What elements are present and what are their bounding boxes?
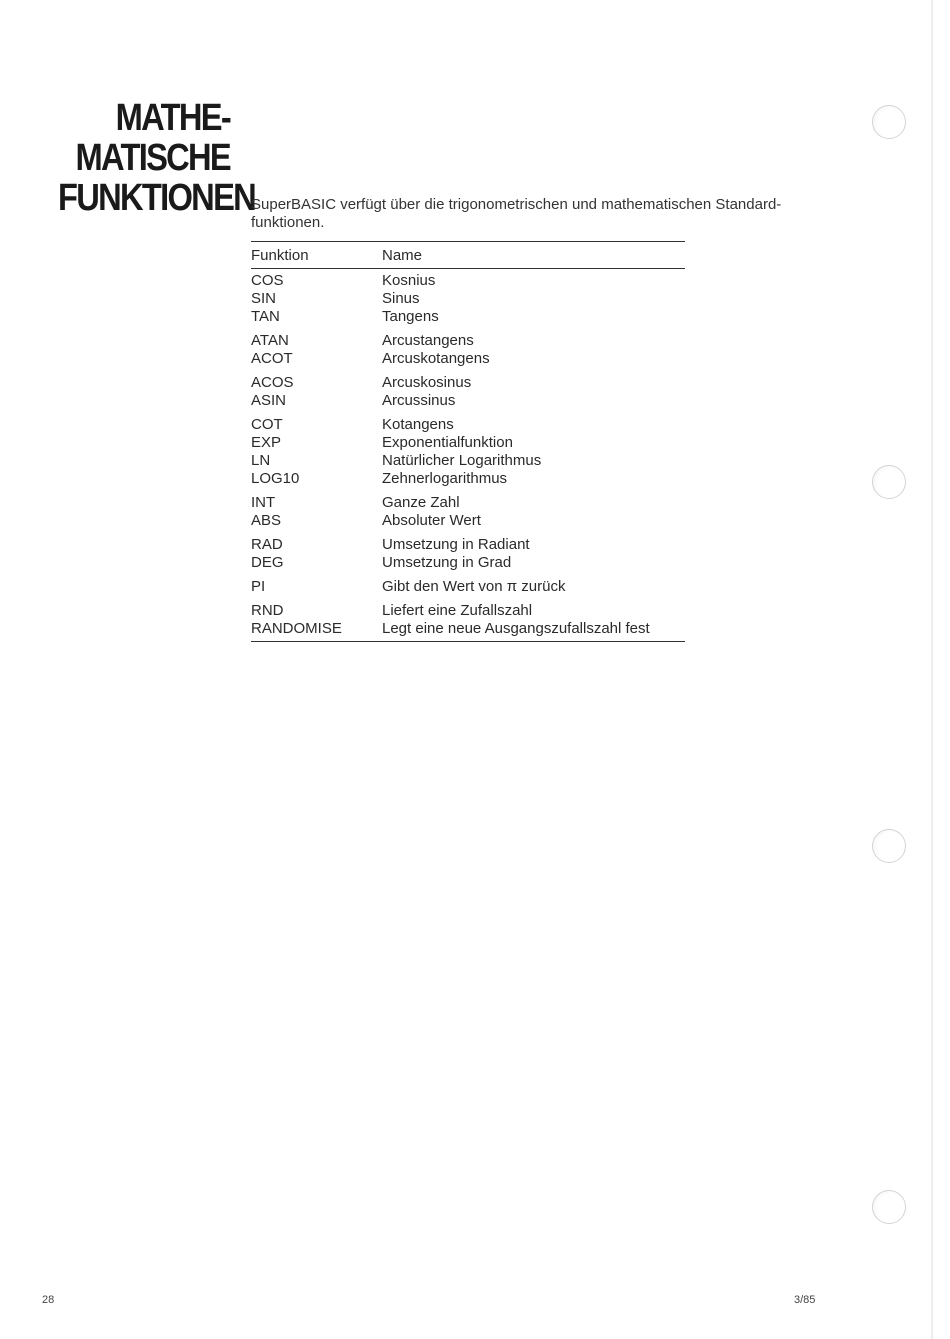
function-keyword: RAD xyxy=(251,536,283,553)
page-title-line-3: FUNKTIONEN xyxy=(58,177,256,219)
table-row xyxy=(251,494,685,512)
page-title-line-2: MATISCHE xyxy=(75,137,231,179)
page-title xyxy=(58,97,256,219)
binder-hole xyxy=(872,1190,906,1224)
function-description: Legt eine neue Ausgangszufallszahl fest xyxy=(382,620,650,637)
function-description: Sinus xyxy=(382,290,420,307)
table-body xyxy=(251,269,685,641)
function-description: Arcuskotangens xyxy=(382,350,490,367)
table-row xyxy=(251,434,685,452)
page-title-line-1: MATHE- xyxy=(115,97,230,139)
table-row xyxy=(251,602,685,620)
function-description: Arcustangens xyxy=(382,332,474,349)
table-row xyxy=(251,272,685,290)
binder-hole xyxy=(872,465,906,499)
table-row xyxy=(251,452,685,470)
function-description: Liefert eine Zufallszahl xyxy=(382,602,533,619)
function-description: Natürlicher Logarithmus xyxy=(382,452,542,469)
function-description: Kotangens xyxy=(382,416,454,433)
function-keyword: DEG xyxy=(251,554,284,571)
function-description: Gibt den Wert von π zurück xyxy=(382,578,566,595)
row-group xyxy=(251,578,685,596)
function-keyword: ACOT xyxy=(251,350,293,367)
function-keyword: EXP xyxy=(251,434,282,451)
function-table xyxy=(251,241,685,642)
binder-hole xyxy=(872,105,906,139)
function-keyword: ATAN xyxy=(251,332,289,349)
column-header-name: Name xyxy=(382,246,423,264)
function-keyword: COT xyxy=(251,416,283,433)
function-keyword: SIN xyxy=(251,290,277,307)
function-description: Arcussinus xyxy=(382,392,456,409)
intro-paragraph: SuperBASIC verfügt über die trigonometrischen und mathematischen Standard-funktionen. xyxy=(251,196,782,231)
table-row xyxy=(251,332,685,350)
row-group xyxy=(251,272,685,326)
row-group xyxy=(251,374,685,410)
function-keyword: TAN xyxy=(251,308,280,325)
function-keyword: RND xyxy=(251,602,284,619)
table-bottom-rule xyxy=(251,641,685,642)
page-number: 28 xyxy=(42,1294,55,1306)
function-description: Umsetzung in Radiant xyxy=(382,536,530,553)
function-description: Absoluter Wert xyxy=(382,512,481,529)
table-row xyxy=(251,536,685,554)
binder-hole xyxy=(872,829,906,863)
table-row xyxy=(251,470,685,488)
table-row xyxy=(251,512,685,530)
function-description: Ganze Zahl xyxy=(382,494,460,511)
function-keyword: PI xyxy=(251,578,266,595)
function-keyword: RANDOMISE xyxy=(251,620,342,637)
function-keyword: LN xyxy=(251,452,271,469)
row-group xyxy=(251,536,685,572)
table-header xyxy=(251,242,685,268)
function-description: Tangens xyxy=(382,308,439,325)
function-description: Arcuskosinus xyxy=(382,374,472,391)
function-description: Umsetzung in Grad xyxy=(382,554,512,571)
table-row xyxy=(251,392,685,410)
function-keyword: ABS xyxy=(251,512,282,529)
date-code: 3/85 xyxy=(794,1294,816,1306)
table-row xyxy=(251,308,685,326)
table-row xyxy=(251,350,685,368)
function-description: Kosnius xyxy=(382,272,436,289)
row-group xyxy=(251,494,685,530)
table-row xyxy=(251,554,685,572)
column-header-function: Funktion xyxy=(251,246,309,264)
function-keyword: ACOS xyxy=(251,374,294,391)
table-row xyxy=(251,578,685,596)
function-keyword: COS xyxy=(251,272,284,289)
function-keyword: INT xyxy=(251,494,276,511)
page-edge xyxy=(931,0,933,1339)
table-row xyxy=(251,416,685,434)
function-keyword: ASIN xyxy=(251,392,287,409)
function-keyword: LOG10 xyxy=(251,470,300,487)
table-row xyxy=(251,290,685,308)
table-row xyxy=(251,374,685,392)
row-group xyxy=(251,416,685,488)
function-description: Exponentialfunktion xyxy=(382,434,513,451)
row-group xyxy=(251,332,685,368)
table-row xyxy=(251,620,685,638)
function-description: Zehnerlogarithmus xyxy=(382,470,508,487)
row-group xyxy=(251,602,685,638)
